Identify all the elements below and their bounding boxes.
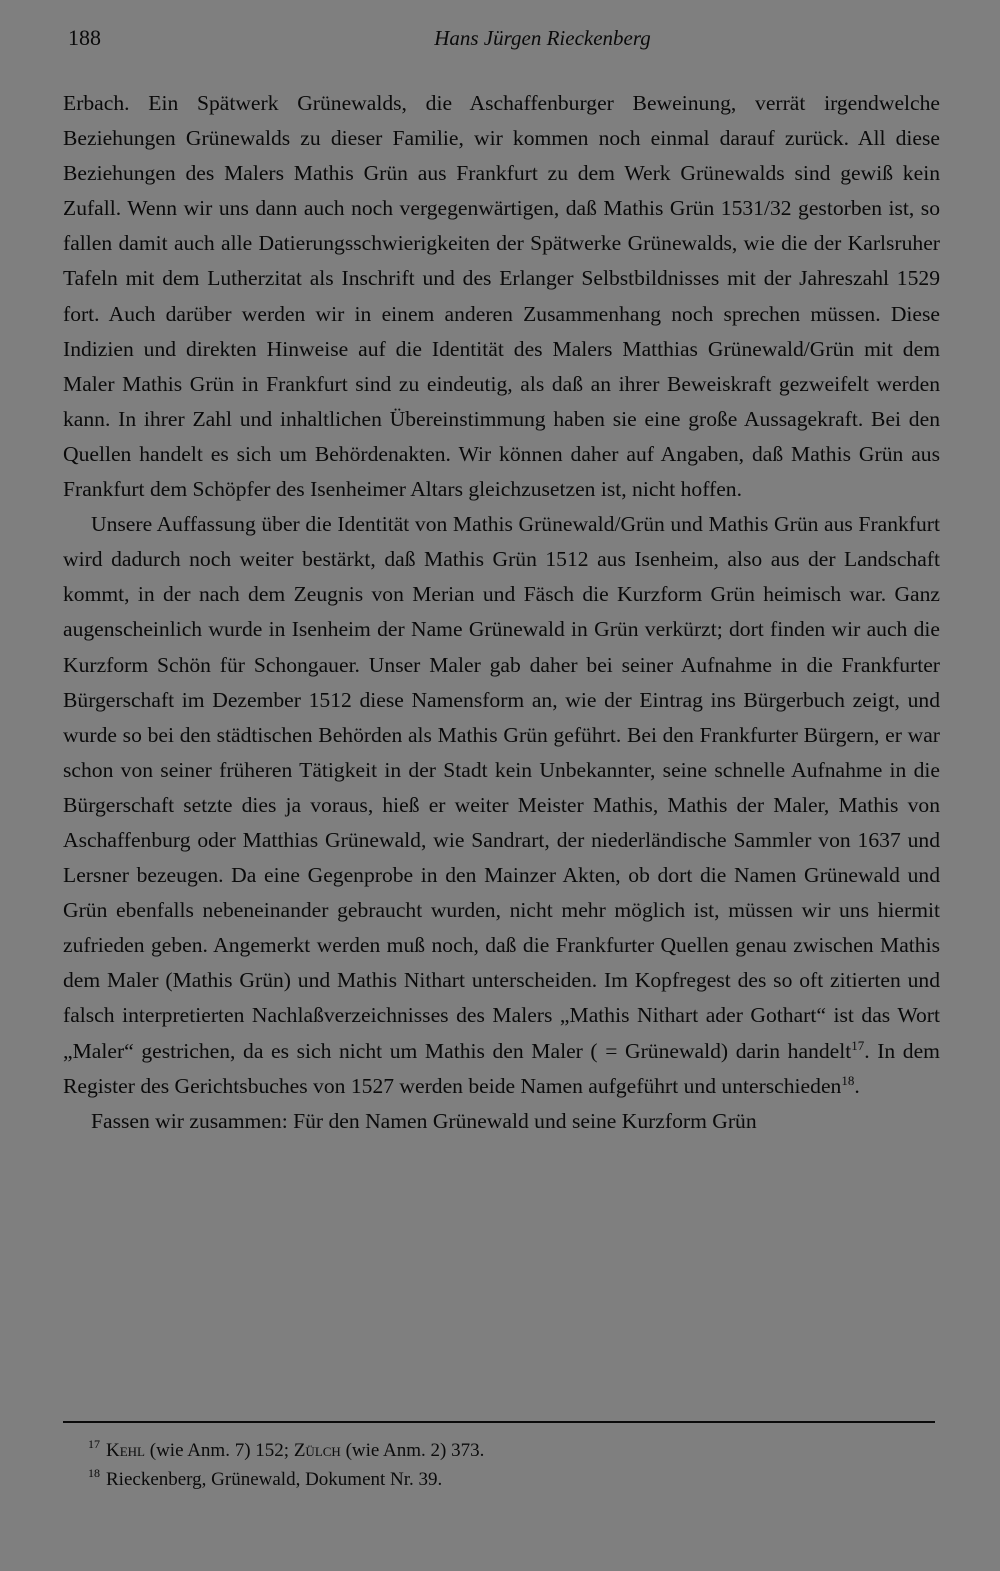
- footnote-ref-18[interactable]: 18: [841, 1072, 855, 1088]
- body-text: [63, 86, 940, 1139]
- footnote-author: Zülch: [293, 1440, 341, 1461]
- page-number: 188: [68, 25, 101, 50]
- paragraph-2-text-a: Unsere Auffassung über die Identität von Mathis Grünewald/Grün und Mathis Grün aus Frankfurt wird dadurch noch weiter bestärkt, daß Mathis Grün 1512 aus Isenheim, also aus der Landschaft kommt, in der nach dem Zeugnis von Merian und Fäsch die Kurzform Grün heimisch war. Ganz augenscheinlich wurde in Isenheim der Name Grünewald in Grün verkürzt; dort finden wir auch die Kurzform Schön für Schongauer. Unser Maler gab daher bei seiner Aufnahme in die Frankfurter Bürgerschaft im Dezember 1512 diese Namensform an, wie der Eintrag ins Bürgerbuch zeigt, und wurde so bei den städtischen Behörden als Mathis Grün geführt. Bei den Frankfurter Bürgern, er war schon von seiner früheren Tätigkeit in der Stadt kein Unbekannter, seine schnelle Aufnahme in die Bürgerschaft setzte dies ja voraus, hieß er weiter Meister Mathis, Mathis der Maler, Mathis von Aschaffenburg oder Matthias Grünewald, wie Sandrart, der niederländische Sammler von 1637 und Lersner bezeugen. Da eine Gegenprobe in den Mainzer Akten, ob dort die Namen Grünewald und Grün ebenfalls nebeneinander gebraucht wurden, nicht mehr möglich ist, müssen wir uns hiermit zufrieden geben. Angemerkt werden muß noch, daß die Frankfurter Quellen genau zwischen Mathis dem Maler (Mathis Grün) und Mathis Nithart unterscheiden. Im Kopfregest des so oft zitierten und falsch interpretierten Nachlaßverzeichnisses des Malers „Mathis Nithart ader Gothart“ ist das Wort „Maler“ gestrichen, da es sich nicht um Mathis den Maler ( = Grünewald) darin handelt: [63, 512, 940, 1063]
- running-title: Hans Jürgen Rieckenberg: [434, 26, 651, 50]
- paragraph-1: Erbach. Ein Spätwerk Grünewalds, die Aschaffenburger Beweinung, verrät irgendwelche Beziehungen Grünewalds zu dieser Familie, wir kommen noch einmal darauf zurück. All diese Beziehungen des Malers Mathis Grün aus Frankfurt zu dem Werk Grünewalds sind gewiß kein Zufall. Wenn wir uns dann auch noch vergegenwärtigen, daß Mathis Grün 1531/32 gestorben ist, so fallen damit auch alle Datierungsschwierigkeiten der Spätwerke Grünewalds, wie die der Karlsruher Tafeln mit dem Lutherzitat als Inschrift und des Erlanger Selbstbildnisses mit der Jahreszahl 1529 fort. Auch darüber werden wir in einem anderen Zusammenhang noch sprechen müssen. Diese Indizien und direkten Hinweise auf die Identität des Malers Matthias Grünewald/Grün mit dem Maler Mathis Grün in Frankfurt sind zu eindeutig, als daß an ihrer Beweiskraft gezweifelt werden kann. In ihrer Zahl und inhaltlichen Übereinstimmung haben sie eine große Aussagekraft. Bei den Quellen handelt es sich um Behördenakten. Wir können daher auf Angaben, daß Mathis Grün aus Frankfurt dem Schöpfer des Isenheimer Altars gleichzusetzen ist, nicht hoffen.: [63, 91, 940, 502]
- footnote-ref-17[interactable]: 17: [851, 1037, 865, 1053]
- footnotes: [88, 1436, 938, 1494]
- running-head: [65, 20, 940, 56]
- footnote-text: (wie Anm. 7) 152;: [145, 1440, 294, 1461]
- paragraph-3: Fassen wir zusammen: Für den Namen Grünewald und seine Kurzform Grün: [91, 1108, 757, 1133]
- footnote-18: [88, 1465, 938, 1494]
- paragraph-2-text-b: . In dem Register des Gerichtsbuches von 1527 werden beide Namen aufgeführt und unterschieden: [63, 1038, 940, 1098]
- footnote-number: 17: [88, 1437, 100, 1451]
- footnote-17: [88, 1436, 938, 1465]
- paragraph-2-text-c: .: [854, 1073, 860, 1098]
- footnote-text: (wie Anm. 2) 373.: [340, 1440, 485, 1461]
- paragraph-2: [63, 507, 940, 1104]
- footnote-divider: [63, 1421, 935, 1423]
- footnote-number: 18: [88, 1466, 100, 1480]
- footnote-text: Rieckenberg, Grünewald, Dokument Nr. 39.: [106, 1469, 443, 1490]
- footnote-author: Kehl: [106, 1440, 145, 1461]
